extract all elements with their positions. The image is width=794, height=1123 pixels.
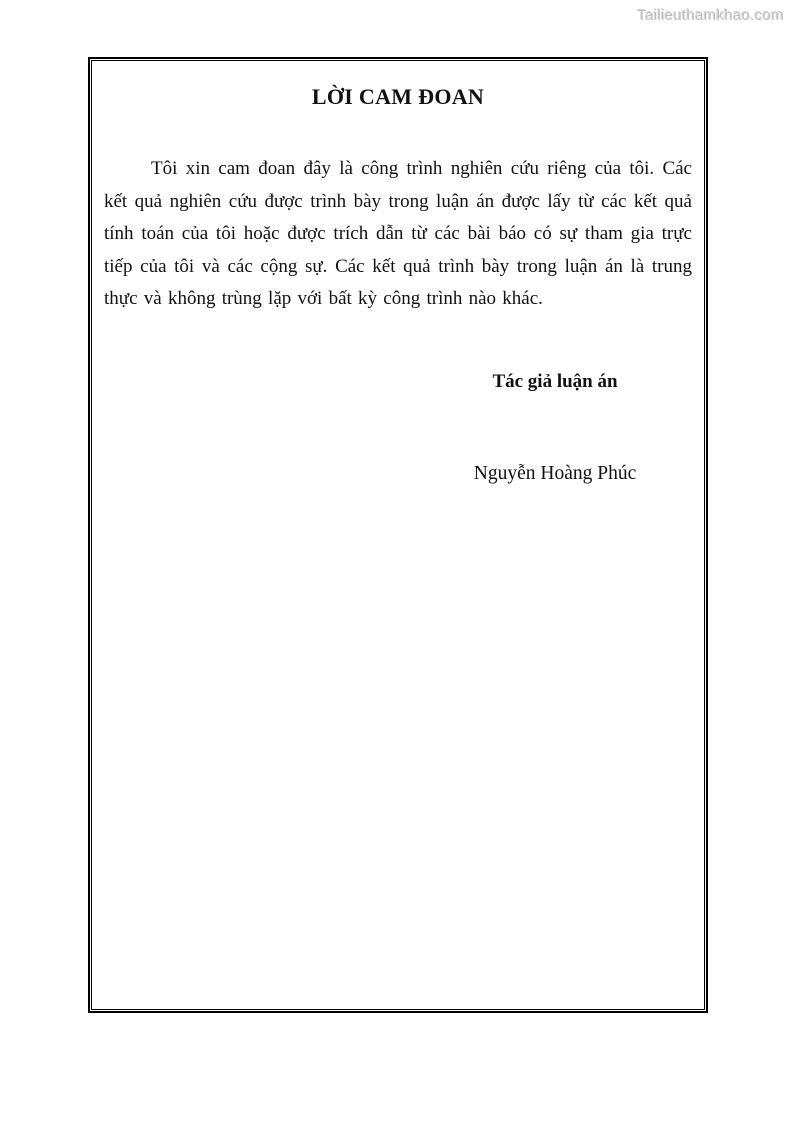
page-title: LỜI CAM ĐOAN (311, 84, 485, 109)
watermark-text: Tailieuthamkhao.com (637, 7, 784, 24)
signature-role: Tác giả luận án (492, 370, 618, 392)
page-border-frame (88, 57, 708, 1013)
signature-block (435, 369, 675, 487)
page-border-frame-inner (91, 60, 705, 1010)
signature-name: Nguyễn Hoàng Phúc (473, 462, 637, 484)
declaration-paragraph: Tôi xin cam đoan đây là công trình nghiên cứu riêng của tôi. Các kết quả nghiên cứu được trình bày trong luận án được lấy từ các kết quả tính toán của tôi hoặc được trích dẫn từ các bài báo có sự tham gia trực tiếp của tôi và các cộng sự. Các kết quả trình bày trong luận án là trung thực và không trùng lặp với bất kỳ công trình nào khác. (104, 158, 692, 309)
